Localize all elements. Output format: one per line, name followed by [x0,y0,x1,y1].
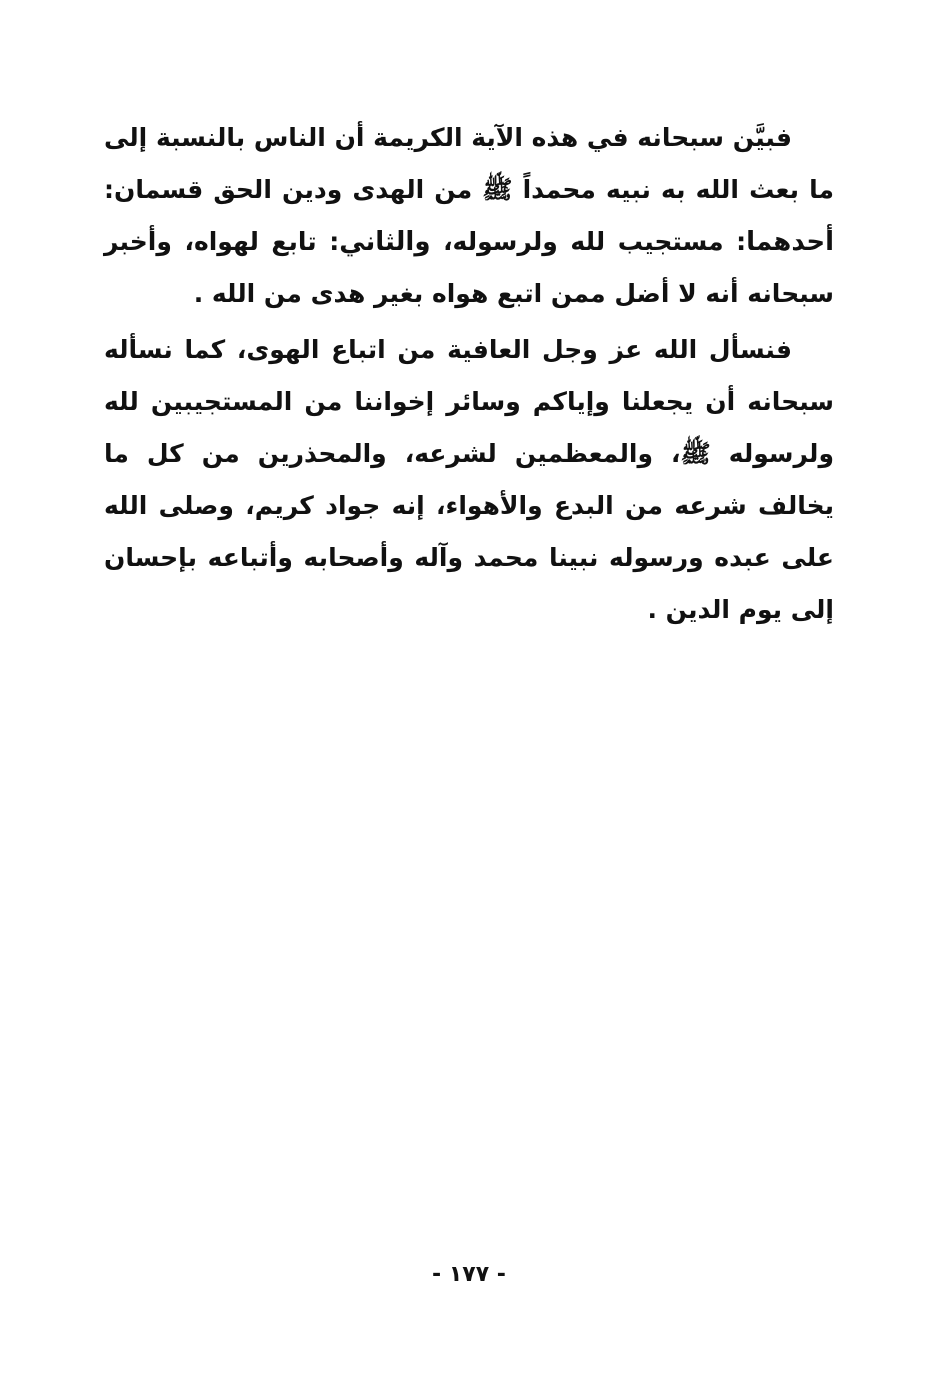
page-number: - ١٧٧ - [432,1262,506,1287]
paragraph-1 [104,112,834,320]
highlight-second: والثاني [339,227,431,257]
paragraph-1-part-2: : مستجيب لله ولرسوله، [430,227,747,256]
highlight-first: أحدهما [746,227,834,257]
paragraph-2: فنسأل الله عز وجل العافية من اتباع الهوى، كما نسأله سبحانه أن يجعلنا وإياكم وسائر إخواننا من المستجيبين لله ولرسوله ﷺ، والمعظمين لشرعه، والمحذرين من كل ما يخالف شرعه من البدع والأهواء، إنه جواد كريم، وصلى الله على عبده ورسوله نبينا محمد وآله وأصحابه وأتباعه بإحسان إلى يوم الدين . [104,335,834,624]
paragraph-1-part-1: فبيَّن سبحانه في هذه الآية الكريمة أن الناس بالنسبة إلى ما بعث الله به نبيه محمداً ﷺ من الهدى ودين الحق قسمان: [103,123,834,204]
paragraph-1-part-3: : تابع لهواه، وأخبر سبحانه أنه لا أضل ممن اتبع هواه بغير هدى من الله . [104,227,834,308]
body-text [104,112,834,636]
